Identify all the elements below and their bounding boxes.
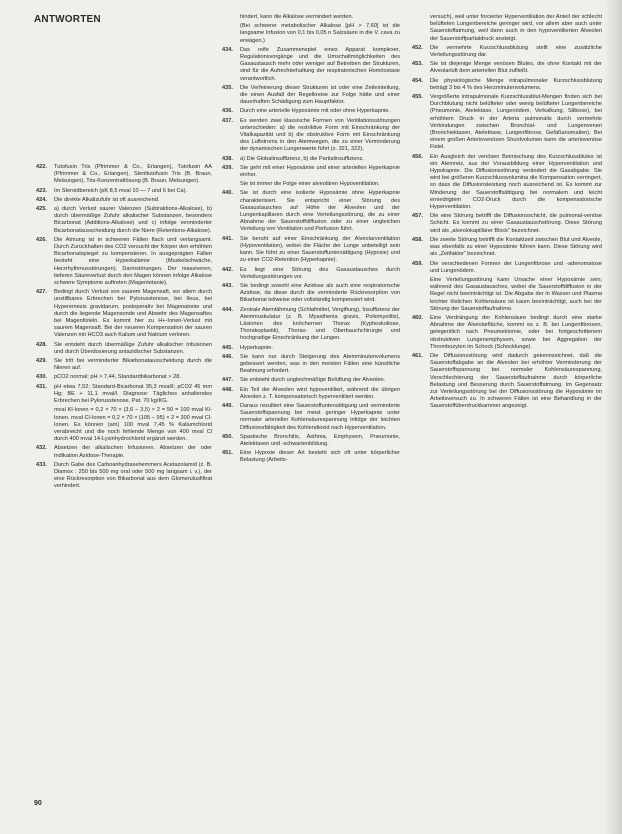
answer-number: 437.: [222, 117, 233, 124]
answer-number: 433.: [36, 461, 47, 468]
answer-number: 442.: [222, 266, 233, 273]
answer-text: Die physiologische Menge intrapulmonaler Kurzschlussblutung beträgt 3 bis 4 % des Herzminutenvolumens.: [430, 77, 602, 91]
answer-entry: [412, 237, 602, 259]
column-middle: [222, 14, 400, 467]
answer-number: 456.: [412, 153, 423, 160]
answer-entry: [222, 165, 400, 179]
answer-entry: [222, 434, 400, 448]
answer-text: mval Kl-Ionen = 0,2 × 70 × (3,6 − 3,5) × 2 = 50 = 100 mval Kl-Ionen. mval Cl-Ionen = 0,2 × 70 × (105 − 95) × 2 = 300 mval Cl-Ionen. Es können (am) 100 mval 7,45 % Kaliumchlorid verabreicht und die noch fehlende Menge von 400 mval Cl durch 400 mval 14-Lysinhydrochlorid ergänzt werden.: [54, 407, 212, 443]
answer-text: Im Steroidbereich (pK 8,5 mval 10 — 7 und 6 bei Ca).: [54, 187, 188, 194]
answer-text: Die Diffusionsstörung wird dadurch gekennzeichnet, daß die Sauerstoffabgabe an die Alveolen bei erhöhter Verminderung der Sauerstoffspannung bei normaler Kohlensäurespannung, Verschlechterung der Sauerstoffaufnahme durch körperliche Belastung und Besserung durch Sauerstoffatmung. Im Gegensatz zur Verteilungsstörung bei der Diffusionsstörung die Hypoxämie im Arbeitsversuch zu. In schweren Fällen ist eine Behandlung in der Sauerstoffüberdruckkammer angezeigt.: [430, 352, 602, 410]
answer-entry: [222, 377, 400, 384]
answer-text: Die Atmung ist in schweren Fällen flach und verlangsamt. Durch Zurückhalten des CO2 versucht der Körper den erhöhten Bicarbonatspiegel zu kompensieren. In ausgeprägten Fällen besteht eine Hyperkalämie (Muskelschwäche, Herzrhythmusstörungen). Darmstörungen. Der massiveren, tieferen Säureverlust durch den Magen können infolge Alkalose schwere Symptome auftreten (Magentetanie).: [54, 236, 212, 287]
answer-entry: [412, 315, 602, 351]
answer-entry: [412, 213, 602, 235]
answer-number: 458.: [412, 236, 423, 243]
answer-text: Sie bedingt sowohl eine Azidose als auch eine respiratorische Azidose, da diese durch die verminderte Rückresorption von Bikarbonat teilweise oder vollständig kompensiert wird.: [240, 282, 400, 304]
answer-entry: [222, 387, 400, 401]
answer-entry: [36, 197, 212, 204]
answer-text: versuch), weil unter forcierter Hyperventilation der Anteil der schlecht belüfteten Lungenbereiche geringer wird, vor allem aber auch unter Sauerstoffatmung, weil dann auch in den hypoventilierten Alveolen der Sauerstoffpartialdruck ansteigt.: [430, 14, 602, 42]
answer-text: Vergrößerte intrapulmonale Kurzschlussblut-Mengen finden sich bei Durchblutung nicht belüfteter oder wenig belüfteter Lungenbereiche (Pneumonie, Atelektase, Lungenödem, Verkalkung, Silikose), bei erhöhtem Druck in der Arteria pulmonalis durch vermehrte Verbindungen zwischen Bronchial- und Lungenvenen (Bronchiektasen, Atelektase, Lungenfibrose, Gefäßanomalien). Bei einem großen Arteriovenösen Shuntvolumen kann die arteriovenöse Fistel.: [430, 94, 602, 151]
answer-entry: [412, 154, 602, 212]
answer-text: Die Verfeinerung dieser Strukturen ist oder eine Zeiteinteilung, die einen Ausfall der Regelkreise zur Folge hätte und einer dauerhaften Schädigung zum Hauptfaktor.: [240, 84, 400, 106]
answer-text: Das reife Zusammenspiel eines Apparat komplexer, Regulationsvorgänge und die Umschaltmöglichkeiten des Gasaustausch mehr oder weniger auf Betreiben der Strukturen, sind für die Aufrechterhaltung der respiratorischen Homöostase verantwortlich.: [240, 46, 400, 82]
answer-entry: [222, 354, 400, 376]
answer-number: 422.: [36, 164, 47, 170]
page-fold-shadow: [604, 0, 622, 834]
answer-number: 426.: [36, 236, 47, 243]
answer-entry: [222, 236, 400, 265]
answer-number: 428.: [36, 341, 47, 348]
answer-number: 439.: [222, 164, 233, 171]
answer-text: Ein Teil der Alveolen wird hypoventiliert, während die übrigen Alveolen z. T. kompensatorisch hyperventiliert werden.: [240, 386, 400, 400]
answer-entry: [36, 289, 212, 339]
answer-text: Tutofusin Tris (Pfrimmer & Co., Erlangen), Tutofusin AA (Pfrimmer & Co., Erlangen), Steriltutofusin Tris (B. Braun, Melsungen), Tris-Konzentratlösung (B. Braun, Melsungen).: [54, 164, 212, 185]
answer-entry: [36, 374, 212, 381]
answer-number: 461.: [412, 352, 423, 359]
answer-entry: [222, 345, 400, 352]
answer-text: hindert, kann die Alkalose vermindert werden.: [240, 14, 354, 20]
answer-number: 425.: [36, 206, 47, 213]
answer-entry: [222, 403, 400, 432]
answer-number: 431.: [36, 383, 47, 390]
answer-number: 460.: [412, 314, 423, 321]
answer-text: Absetzen der alkalischen Infusionen. Absetzen der oder Indikation Azidose-Therapie.: [54, 445, 212, 459]
answer-text: Bedingt durch Verlust von saurem Magensaft, vor allem durch unstillbares Erbrechen bei Pylorusstenose, bei Ileus, bei Hyperemesis gravidarum, postoperativ bei Magenatonie und durch die liegende Magensonde und Abwehr des Magensaftes bei Magenfisteln. Es kommt hier zu H+-Ionen-Verlust mit saurem Magensaft. Bei der neueren Kompensation der sauren Valenzen mit HCO3 auch Kalium und Natrium verloren.: [54, 289, 212, 339]
answer-entry: [36, 384, 212, 406]
answer-text: Die eine Störung betrifft die Diffusionsschicht, die pulmonal-venöse Schicht. Es kommt zu einer Gasaustauschstörung. Diese Störung wird als „alveolokapillärer Block“ bezeichnet.: [430, 213, 602, 234]
answer-entry: [222, 108, 400, 115]
page-number: 90: [34, 800, 42, 807]
answer-number: 453.: [412, 61, 423, 68]
answer-entry: [412, 261, 602, 275]
answer-text: Durch Gabe des Carboanhydrasehemmers Acetazolamid (z. B. Diamox : 250 bis 500 mg oral oder 500 mg langsam i. v.), der eine Rückresorption von Bikarbonat aus dem Glomerulusfiltrat verhindert.: [54, 461, 212, 490]
answer-text: Sie geht mit einer Hypoxämie und einer arteriellen Hyperkapnie einher.: [240, 164, 400, 179]
answer-entry: [412, 353, 602, 411]
column-right: [412, 14, 602, 413]
answer-number: 444.: [222, 306, 233, 313]
answer-text: Die zweite Störung betrifft die Kontaktzeit zwischen Blut und Alveole, was ebenfalls zu einer Hypoxämie führen kann. Diese Störung wird als „Zeitfaktor“ bezeichnet.: [430, 236, 602, 258]
answer-text: Zentrale Atemlähmung (Schlafmittel, Vergiftung), Insuffizienz der Atemmuskulatur (z. B. Myasthenia gravis, Poliomyelitis), Läsionen des knöchernen Thorax (Kyphoskoliose, Thorakoplastik), Thorax- und Oberbauchchirurgie und hochgradige Einschränkung der Lungen.: [240, 306, 400, 342]
answer-text: Es werden zwei klassische Formen von Ventilationsstörungen unterschieden: a) die restriktive Form mit Einschränkung der Vitalkapazität und b) die obstruktive Form mit Einschränkung des Luftstroms in den Atemwegen, die zu einer Verminderung der dynamischen Lungenwerte führt (s. 321, 322).: [240, 117, 400, 153]
answer-entry: [222, 190, 400, 233]
answer-entry: [36, 407, 212, 443]
answer-number: 451.: [222, 450, 233, 457]
answer-text: Sie ist durch eine isolierte Hypoxämie ohne Hyperkapnie charakterisiert. Sie entspricht einer Störung des Gasaustausches auf Höhe der Alveolen und der Lungenkapillaren durch eine Verteilungsstörung, die zu einer Abnahme der Sauerstoffdiffusion oder zu einer ungleichen Verteilung von Ventilation und Perfusion führt.: [240, 190, 400, 233]
answer-entry: [412, 277, 602, 313]
answer-number: 435.: [222, 84, 233, 91]
answer-entry: [222, 23, 400, 45]
answer-entry: [222, 450, 400, 464]
answer-number: 452.: [412, 44, 423, 51]
answer-text: Sie entsteht durch ungleichmäßige Belüftung der Alveolen.: [240, 377, 386, 384]
answer-number: 436.: [222, 108, 233, 115]
answer-entry: [36, 342, 212, 356]
answer-text: Ein Ausgleich der venösen Beimischung des Kurzschlussblutes ist ein Atemreiz, aus der Vorausbildung einer Hyperventilation und Hypokapnie. Die Diffusionsstörung verändert die Gasabgabe. Sie wird bei größeren Kurzschlussvolumina die Kompensation verringert, so dass die Diffusionsleistung noch ausreichend ist. Es kommt zur Minderung der Sauerstoffsättigung bei normalem und leicht erniedrigtem CO2-Druck durch die kompensatorische Hyperventilation.: [430, 153, 602, 211]
answer-entry: [36, 358, 212, 372]
page-title: ANTWORTEN: [34, 14, 101, 25]
answer-entry: [222, 118, 400, 154]
answer-text: (Bei schwerer metabolischer Alkalose [pH > 7,60] ist die langsame Infusion von 0,1 bis 0,05 n Salzsäure in die V. cava zu erwägen.): [240, 23, 400, 44]
answer-number: 424.: [36, 196, 47, 203]
answer-number: 445.: [222, 344, 233, 351]
answer-entry: [412, 61, 602, 75]
answer-text: Die vermehrte Kurzschlussblutung stellt eine zusätzliche Verteilungsstörung dar.: [430, 44, 602, 59]
answer-text: Sie ist diejenige Menge venösen Blutes, die ohne Kontakt mit der Alveolarluft dem arteriellen Blut zufließt.: [430, 61, 602, 75]
answer-number: 447.: [222, 377, 233, 384]
answer-text: Spastische Bronchitis, Asthma, Emphysem, Pneumonie, Atelektasen und -schwartenbildung.: [240, 433, 400, 447]
answer-number: 430.: [36, 374, 47, 381]
answer-entry: [36, 445, 212, 459]
answer-entry: [36, 164, 212, 186]
answer-text: pH etwa 7,52; Standard-Bicarbonat 35,3 mval/l; pCO2 45 mm Hg; BE + 11,1 mval/l. Diagnose: Tägliches anhaltendes Erbrechen bei Pylorusstenose, Pat. 70 kg/KG.: [54, 383, 212, 405]
answer-entry: [412, 78, 602, 92]
answer-entry: [36, 237, 212, 287]
answer-text: a) Die Globalinsuffizienz, b) die Partialinsuffizienz.: [240, 155, 364, 162]
answer-text: Sie tritt bei verminderter Bikarbonatausscheidung durch die Nieren auf.: [54, 358, 212, 372]
answer-entry: [412, 94, 602, 152]
answer-entry: [222, 14, 400, 21]
answer-number: 423.: [36, 187, 47, 194]
answer-number: 438.: [222, 155, 233, 162]
answer-number: 440.: [222, 190, 233, 197]
answer-number: 427.: [36, 289, 47, 296]
answer-number: 450.: [222, 433, 233, 440]
answer-number: 429.: [36, 358, 47, 365]
answer-text: Die direkte Alkalizufuhr ist oft ausreichend.: [54, 196, 160, 203]
answer-text: Die verschiedenen Formen der Lungenfibrose und -adenomatose und Lungenödem.: [430, 260, 602, 274]
answer-text: pCO2 normal; pH > 7,44, Standardbikarbonat > 28.: [54, 374, 181, 381]
answer-text: Eine Hypoxie dieser Art besteht sich oft unter körperlicher Belastung (Arbeits-: [240, 450, 400, 464]
answer-entry: [222, 307, 400, 343]
answer-number: 434.: [222, 46, 233, 53]
answer-number: 432.: [36, 445, 47, 452]
answer-number: 448.: [222, 386, 233, 393]
answer-text: Sie beruht auf einer Einschränkung der Alveolarventilation (Hypoventilation), wobei die Fläche der Lunge unbeteiligt sein kann. Sie führt zu einer Sauerstoffuntersättigung (Hypoxie) und zu einer CO2-Retention (Hyperkapnie).: [240, 235, 400, 264]
answer-entry: [222, 156, 400, 163]
answer-number: 457.: [412, 213, 423, 220]
answer-text: a) durch Verlust saurer Valenzen (Subtraktions-Alkalose), b) durch übermäßige Zufuhr alkalischer Substanzen, besonders Bicarbonat (Additions-Alkalose) und c) infolge verminderter Bicarbonatausscheidung durch die Niere (Retentions-Alkalose).: [54, 206, 212, 234]
answer-entry: [222, 267, 400, 281]
answer-number: 449.: [222, 402, 233, 409]
answer-entry: [36, 206, 212, 235]
answer-entry: [222, 283, 400, 305]
answer-entry: [412, 45, 602, 59]
answer-number: 454.: [412, 77, 423, 84]
answer-text: Sie kann nur durch Steigerung des Atemminutenvolumens gebessert werden, was in den meisten Fällen eine künstliche Beatmung erfordert.: [240, 353, 400, 375]
answer-text: Durch eine arterielle Hypoxämie mit oder ohne Hyperkapnie.: [240, 108, 390, 115]
column-left: [36, 164, 212, 493]
answer-entry: [36, 462, 212, 491]
answer-text: Eine Verteilungsstörung kann Ursache einer Hypoxämie sein; während des Gasaustausches, wobei die Sauerstoffdiffusion in der Regel nicht beeinträchtigt ist. Die Abgabe der in Wasser und Plasma leichter löslichen Kohlensäure ist kaum beeinträchtigt, auch bei der Störung der Sauerstoffaufnahme.: [430, 276, 602, 312]
answer-number: 446.: [222, 353, 233, 360]
answer-entry: [412, 14, 602, 43]
answer-entry: [36, 188, 212, 195]
answer-text: Eine Verdrängung der Kohlensäure bedingt durch eine starke Abnahme der Alveolarfläche, kommt es z. B. bei Lungenfibrosen, gelegentlich nach Pneumektomie, oder bei fortgeschrittenem obstruktiven Lungenemphysem, sowie bei Aggregation der Thrombozyten im Schock (Schocklunge).: [430, 314, 602, 350]
answer-entry: [222, 181, 400, 188]
answer-number: 441.: [222, 235, 233, 242]
answer-text: Es liegt eine Störung des Gasaustausches durch Verteilungsstörungen vor.: [240, 266, 400, 280]
answer-number: 455.: [412, 94, 423, 101]
answer-number: 443.: [222, 282, 233, 289]
answer-text: Sie ist immer die Folge einer alveolären Hypoventilation.: [240, 181, 380, 188]
answer-text: Hyperkapnie.: [240, 344, 273, 351]
answer-text: Daraus resultiert eine Sauerstoffuntersättigung und verminderte Sauerstoffspannung bei meist geringer Hyperkapnie unter normaler arterieller Kohlensäurespannung infolge der leichten Diffusionsfähigkeit des Kohlendioxid nach Hyperventilation.: [240, 402, 400, 431]
answer-entry: [222, 47, 400, 83]
answer-entry: [222, 85, 400, 107]
answer-text: Sie entsteht durch übermäßige Zufuhr alkalischer Infusionen und durch Überdosierung antazidischer Substanzen.: [54, 341, 212, 355]
answer-number: 459.: [412, 260, 423, 267]
